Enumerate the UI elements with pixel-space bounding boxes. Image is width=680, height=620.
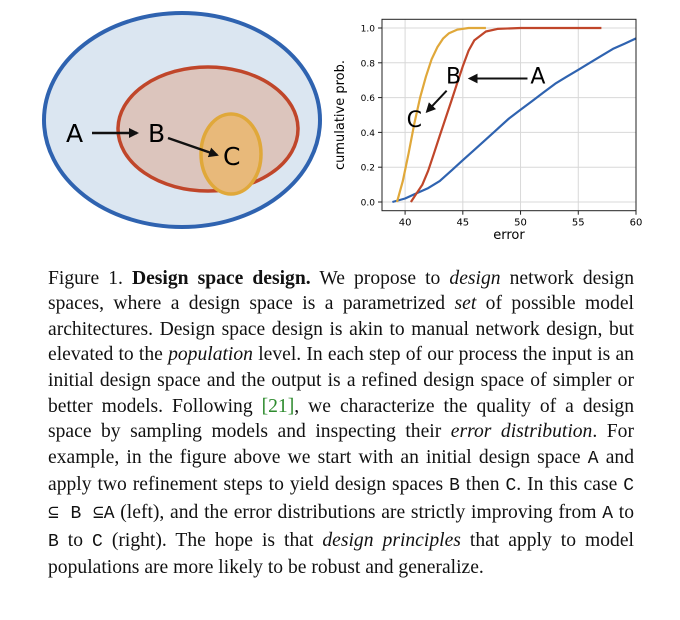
venn-label-a: A xyxy=(66,119,84,148)
error-cdf-chart xyxy=(320,6,660,244)
x-tick-label: 50 xyxy=(514,217,527,229)
caption-segment: population xyxy=(168,344,253,366)
caption-segment: that apply to model populations are more likely to be robust and generalize. xyxy=(48,529,634,579)
chart-series xyxy=(392,28,636,202)
y-tick-label: 0.8 xyxy=(360,59,375,70)
annotation-label-b: B xyxy=(446,64,462,90)
caption-segment: to xyxy=(58,529,93,551)
caption-segment: (right). The hope is that xyxy=(102,529,323,551)
figure-row xyxy=(0,0,680,245)
venn-label-c: C xyxy=(223,142,241,171)
caption-segment: Figure 1. xyxy=(48,267,132,289)
caption-segment: C xyxy=(505,476,517,497)
y-tick-label: 1.0 xyxy=(360,24,375,35)
caption-segment: (left), and the error distributions are strictly improving from xyxy=(114,501,603,523)
caption-segment: , we characterize the quality of a design space by sampling models and inspecting their xyxy=(48,395,634,443)
caption-segment: to xyxy=(613,501,634,523)
caption-segment: then xyxy=(459,474,506,496)
caption-segment: C xyxy=(92,531,103,552)
caption-segment: . For example, in the figure above we start with an initial design space xyxy=(48,421,634,468)
x-axis-label: error xyxy=(493,228,525,243)
y-tick-label: 0.4 xyxy=(360,128,375,139)
caption-segment: error distribution xyxy=(450,421,593,443)
y-tick-label: 0.6 xyxy=(360,94,375,105)
caption-segment: design xyxy=(449,267,501,289)
caption-segment: Design space design. xyxy=(131,267,311,289)
citation-link[interactable]: [21] xyxy=(261,395,295,417)
caption-segment: A xyxy=(602,503,614,524)
caption-segment: and apply two refinement steps to yield design spaces xyxy=(48,446,634,496)
x-tick-label: 55 xyxy=(571,217,585,229)
figure-caption xyxy=(48,266,634,581)
caption-segment: set xyxy=(454,293,477,315)
x-tick-label: 60 xyxy=(629,217,643,229)
annotation-label-a: A xyxy=(530,64,546,90)
venn-label-b: B xyxy=(148,119,166,148)
series-line-b xyxy=(411,28,602,202)
caption-segment: of possible model architectures. Design space design is akin to manual network design, but elevated to the xyxy=(48,293,634,366)
caption-segment: . In this case xyxy=(516,474,624,496)
caption-segment: We propose to xyxy=(310,267,450,289)
caption-segment: A xyxy=(587,448,599,469)
caption-segment: network design spaces, where a design space is a parametrized xyxy=(48,267,635,315)
caption-segment: design principles xyxy=(322,529,461,551)
annotation-label-c: C xyxy=(406,108,423,134)
annotation-arrow-b-to-c xyxy=(427,91,447,112)
caption-segment: B xyxy=(48,531,59,552)
y-tick-label: 0.2 xyxy=(360,163,375,174)
x-tick-label: 40 xyxy=(398,217,412,229)
caption-segment: C ⊆ B ⊆A xyxy=(48,476,635,524)
caption-segment: B xyxy=(449,476,460,497)
design-space-venn-diagram xyxy=(40,8,325,233)
y-tick-label: 0.0 xyxy=(360,198,375,209)
x-tick-label: 45 xyxy=(456,217,470,229)
y-axis-label: cumulative prob. xyxy=(333,59,348,171)
caption-segment: level. In each step of our process the input is an initial design space and the output is a refined design space of simpler or better models. Following xyxy=(48,344,634,417)
